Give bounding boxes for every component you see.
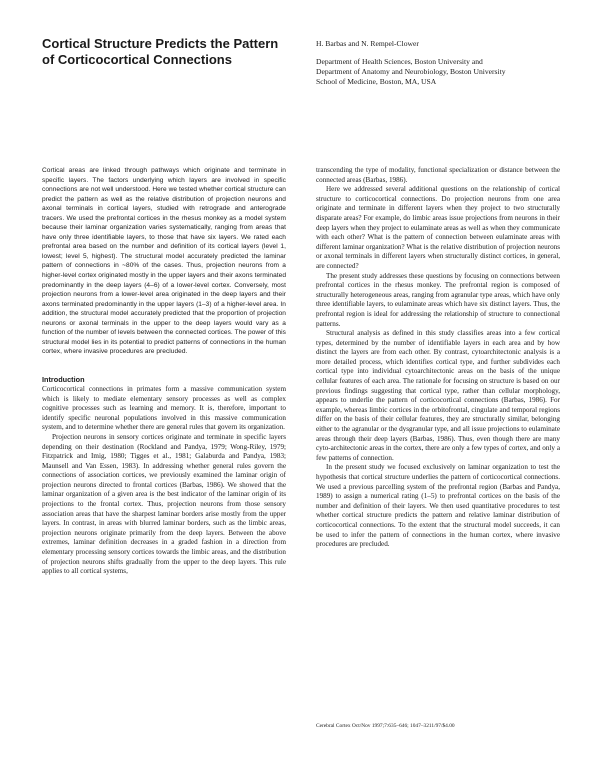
affiliation-line: Department of Health Sciences, Boston University and: [316, 57, 483, 66]
body-paragraph: The present study addresses these questions by focusing on connections between prefrontal cortices in the rhesus monkey. The prefrontal region is composed of structurally heterogeneous areas, ranging from agranular type areas, which have only three identifiable layers, to eulaminate areas which have six distinct layers. Thus, the prefrontal region is ideal for addressing the relationship of structure to connectional patterns.: [316, 271, 560, 328]
left-column: [42, 166, 286, 577]
right-column: [316, 166, 560, 550]
body-paragraph: Corticocortical connections in primates form a massive communication system which is likely to mediate elementary sensory processes as well as complex cognitive processes such as learning and memory. It is, therefore, important to identify specific neuronal populations involved in this massive communication system, and to determine whether there are general rules that govern its organization.: [42, 384, 286, 432]
body-paragraph: Here we addressed several additional questions on the relationship of cortical structure to corticocortical connections. Do projection neurons from one area originate and terminate in different layers when they project to two structurally disparate areas? For example, do limbic areas issue projections from neurons in their deep layers when they project to eulaminate areas as well as when they communicate with each other? What is the pattern of connection between eulaminate areas with different laminar organization? What is the relative distribution of projection neurons or axonal terminals in different layers when structurally distinct cortices, in general, are connected?: [316, 185, 560, 270]
section-heading-introduction: Introduction: [42, 374, 85, 384]
author-line: H. Barbas and N. Rempel-Clower: [316, 39, 419, 48]
body-paragraph: In the present study we focused exclusively on laminar organization to test the hypothesis that cortical structure underlies the pattern of corticocortical connections. We used a previous parcelling system of the prefrontal region (Barbas and Pandya, 1989) to assign a numerical rating (1–5) to prefrontal cortices on the basis of the number and definition of their layers. We then used quantitative procedures to test whether cortical structure predicts the pattern and relative laminar distribution of corticocortical connections. To the extent that the structural model succeeds, it can be used to infer the pattern of connections in the human cortex, where invasive procedures are precluded.: [316, 463, 560, 549]
affiliation-line: School of Medicine, Boston, MA, USA: [316, 77, 437, 87]
affiliation-block: [316, 57, 566, 88]
body-paragraph: Projection neurons in sensory cortices originate and terminate in specific layers depending on their destination (Rockland and Pandya, 1979; Wong-Riley, 1979; Fitzpatrick and Imig, 1980; Tigges et al., 1981; Galaburda and Pandya, 1983; Maunsell and Van Essen, 1983). In addressing whether general rules govern the connections of association cortices, we previously examined the laminar origin of projection neurons directed to frontal cortices (Barbas, 1986). We showed that the laminar organization of a given area is the best indicator of the laminar origin of its projections to the frontal cortex. Thus, projection neurons from those sensory association areas that have the sharpest laminar borders arise mostly from the upper layers. In contrast, in areas with blurred laminar borders, such as the limbic areas, projection neurons originate primarily from the deep layers. Between the above extremes, laminar definition decreases in a graded fashion in a direction from elementary processing sensory cortices towards the limbic areas, and the distribution of projection neurons shifts gradually from the upper to the deep layers. This rule applies to all cortical systems,: [42, 432, 286, 576]
body-paragraph: transcending the type of modality, functional specialization or distance between the connected areas (Barbas, 1986).: [316, 166, 560, 184]
body-paragraph: Structural analysis as defined in this study classifies areas into a few cortical types, determined by the number of identifiable layers in each area and by how distinct the layers are from each other. By contrast, cytoarchitectonic analysis is a more detailed process, which identifies cortical type, and further subdivides each cortical type into individual cytoarchitectonic areas on the basis of the unique cellular features of each area. The rationale for focusing on structure is based on our previous findings suggesting that cortical type, rather than cellular morphology, appears to underlie the pattern of corticocortical connections (Barbas, 1986). For example, whereas limbic cortices in the orbitofrontal, cingulate and temporal regions differ on the basis of their cellular features, they are structurally similar, belonging either to the agranular or the dysgranular type, and all issue projections to eulaminate areas through their deep layers (Barbas, 1986). Thus, even though there are many cyto-architectonic areas in the cortex, there are only a few types of cortex, and only a few patterns of connection.: [316, 329, 560, 462]
article-title: Cortical Structure Predicts the Pattern of Corticocortical Connections: [42, 36, 279, 67]
abstract: Cortical areas are linked through pathways which originate and terminate in specific layers. The factors underlying which layers are involved in specific connections are not well understood. Here we tested whether cortical structure can predict the pattern as well as the relative distribution of projection neurons and axonal terminals in cortical layers, studied with retrograde and anterograde tracers. We used the prefrontal cortices in the rhesus monkey as a model system because their laminar organization varies systematically, ranging from areas that have only three identifiable layers, to those that have six layers. We rated each prefrontal area based on the number and definition of its cortical layers (level 1, lowest; level 5, highest). The structural model accurately predicted the laminar pattern of connections in ~80% of the cases. Thus, projection neurons from a higher-level cortex originated mostly in the upper layers and their axons terminated predominantly in the deep layers (4–6) of a lower-level cortex. Conversely, most projection neurons from a lower-level area originated in the deep layers and their axons terminated predominantly in the upper layers (1–3) of a higher-level area. In addition, the structural model accurately predicted that the proportion of projection neurons or axonal terminals in the upper to the deep layers would vary as a function of the number of levels between the connected cortices. The power of this structural model lies in its potential to predict patterns of connections in the human cortex, where invasive procedures are precluded.: [42, 167, 287, 356]
journal-footer: Cerebral Cortex Oct/Nov 1997;7:635–646; 1047–3211/97/$4.00: [316, 723, 455, 729]
affiliation-line: Department of Anatomy and Neurobiology, Boston University: [316, 67, 506, 77]
